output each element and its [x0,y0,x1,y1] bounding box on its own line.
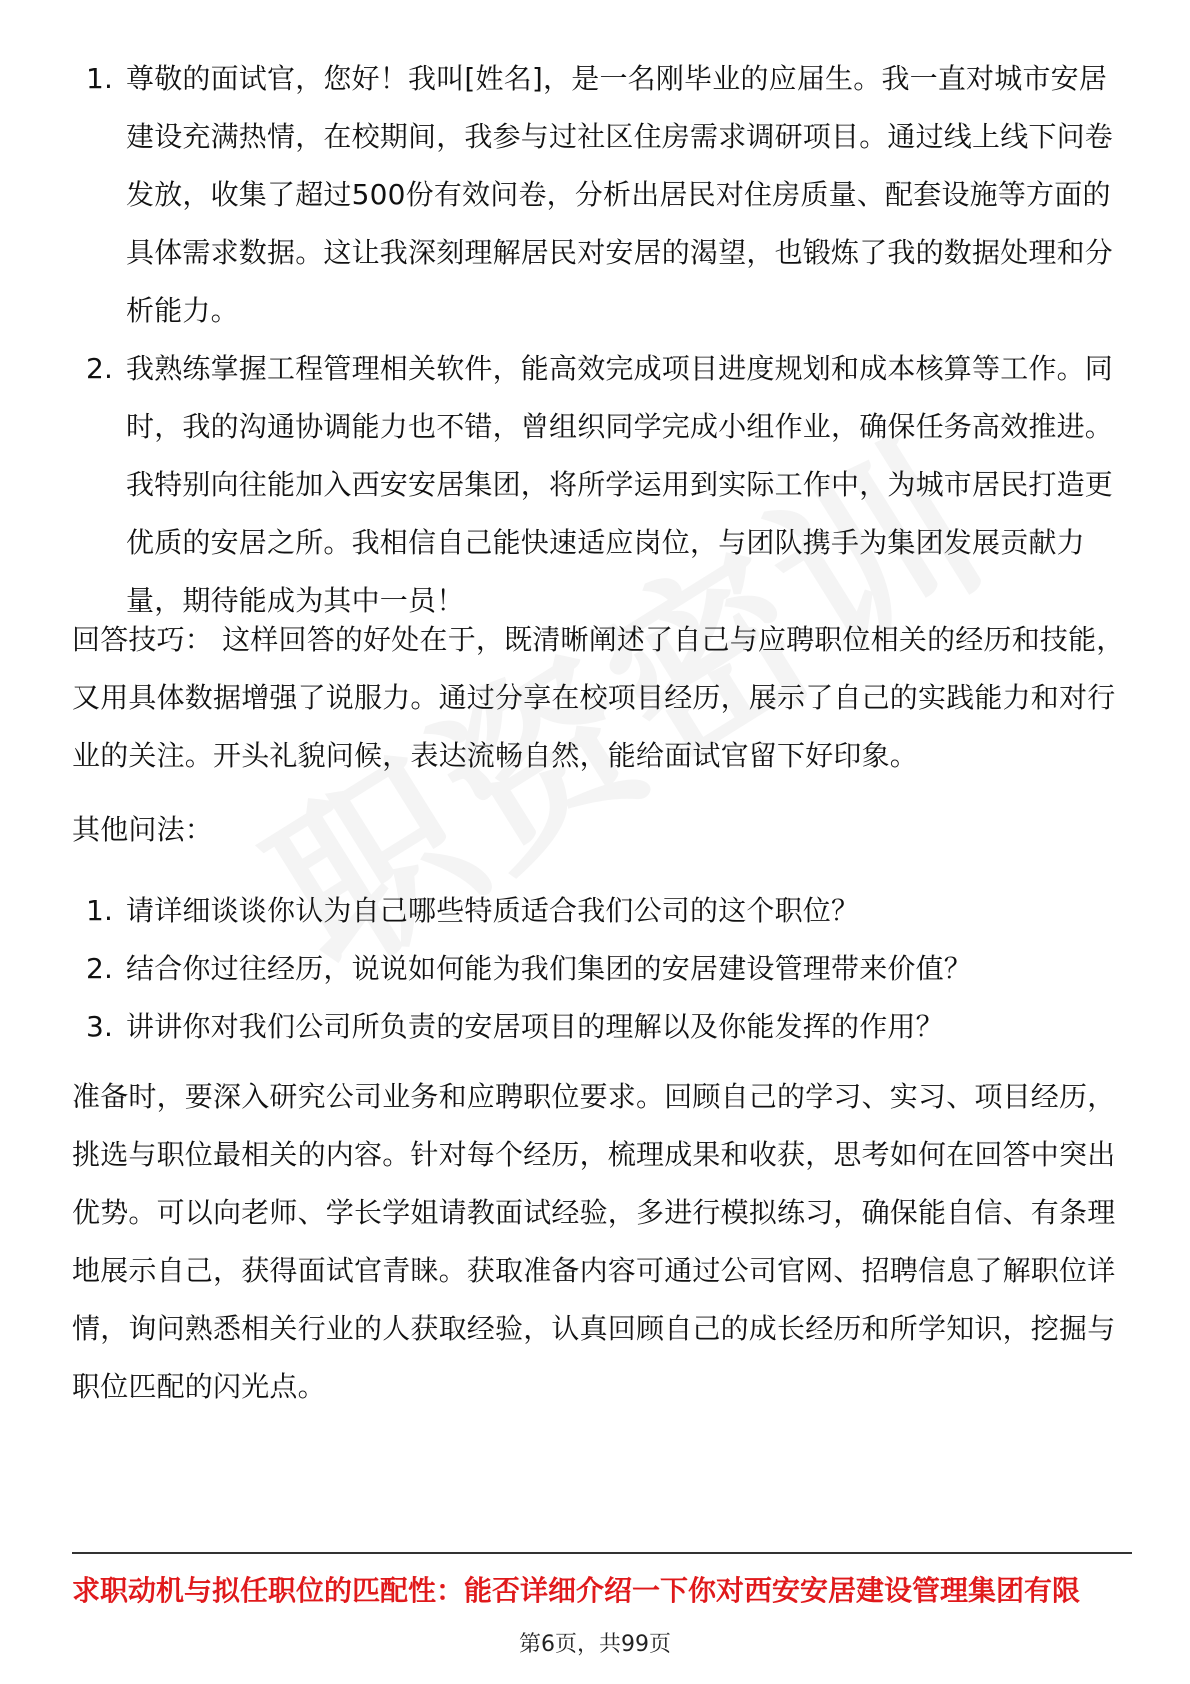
list-item [0,998,1190,1056]
next-question-heading: 求职动机与拟任职位的匹配性：能否详细介绍一下你对西安安居建设管理集团有限 [72,1574,1081,1607]
list-number: 1. [86,894,114,927]
list-item-text: 我熟练掌握工程管理相关软件，能高效完成项目进度规划和成本核算等工作。同时，我的沟通协调能力也不错，曾组织同学完成小组作业，确保任务高效推进。我特别向往能加入西安安居集团，将所学运用到实际工作中，为城市居民打造更优质的安居之所。我相信自己能快速适应岗位，与团队携手为集团发展贡献力量，期待能成为其中一员！ [126,352,1114,617]
list-number: 1. [86,62,114,95]
list-item-text: 讲讲你对我们公司所负责的安居项目的理解以及你能发挥的作用？ [126,1010,944,1043]
list-item [0,882,1190,940]
list-item [0,940,1190,998]
section-divider [72,1552,1132,1554]
list-item [0,340,1190,630]
answer-tips-paragraph: 回答技巧： 这样回答的好处在于，既清晰阐述了自己与应聘职位相关的经历和技能，又用具体数据增强了说服力。通过分享在校项目经历，展示了自己的实践能力和对行业的关注。开头礼貌问候，表达流畅自然，能给面试官留下好印象。 [72,623,1125,772]
page-number: 第6页，共99页 [519,1632,671,1657]
list-item-text: 结合你过往经历，说说如何能为我们集团的安居建设管理带来价值？ [126,952,973,985]
other-questions-list [0,882,1190,1056]
list-item-text: 尊敬的面试官，您好！我叫[姓名]，是一名刚毕业的应届生。我一直对城市安居建设充满热情，在校期间，我参与过社区住房需求调研项目。通过线上线下问卷发放，收集了超过500份有效问卷，分析出居民对住房质量、配套设施等方面的具体需求数据。这让我深刻理解居民对安居的渴望，也锻炼了我的数据处理和分析能力。 [126,62,1114,327]
answer-list [0,50,1190,630]
list-number: 2. [86,352,114,385]
list-number: 3. [86,1010,114,1043]
list-number: 2. [86,952,114,985]
preparation-paragraph: 准备时，要深入研究公司业务和应聘职位要求。回顾自己的学习、实习、项目经历，挑选与职位最相关的内容。针对每个经历，梳理成果和收获，思考如何在回答中突出优势。可以向老师、学长学姐请教面试经验，多进行模拟练习，确保能自信、有条理地展示自己，获得面试官青睐。获取准备内容可通过公司官网、招聘信息了解职位详情，询问熟悉相关行业的人获取经验，认真回顾自己的成长经历和所学知识，挖掘与职位匹配的闪光点。 [72,1080,1116,1403]
list-item [0,50,1190,340]
other-questions-heading: 其他问法： [72,813,214,846]
list-item-text: 请详细谈谈你认为自己哪些特质适合我们公司的这个职位？ [126,894,860,927]
